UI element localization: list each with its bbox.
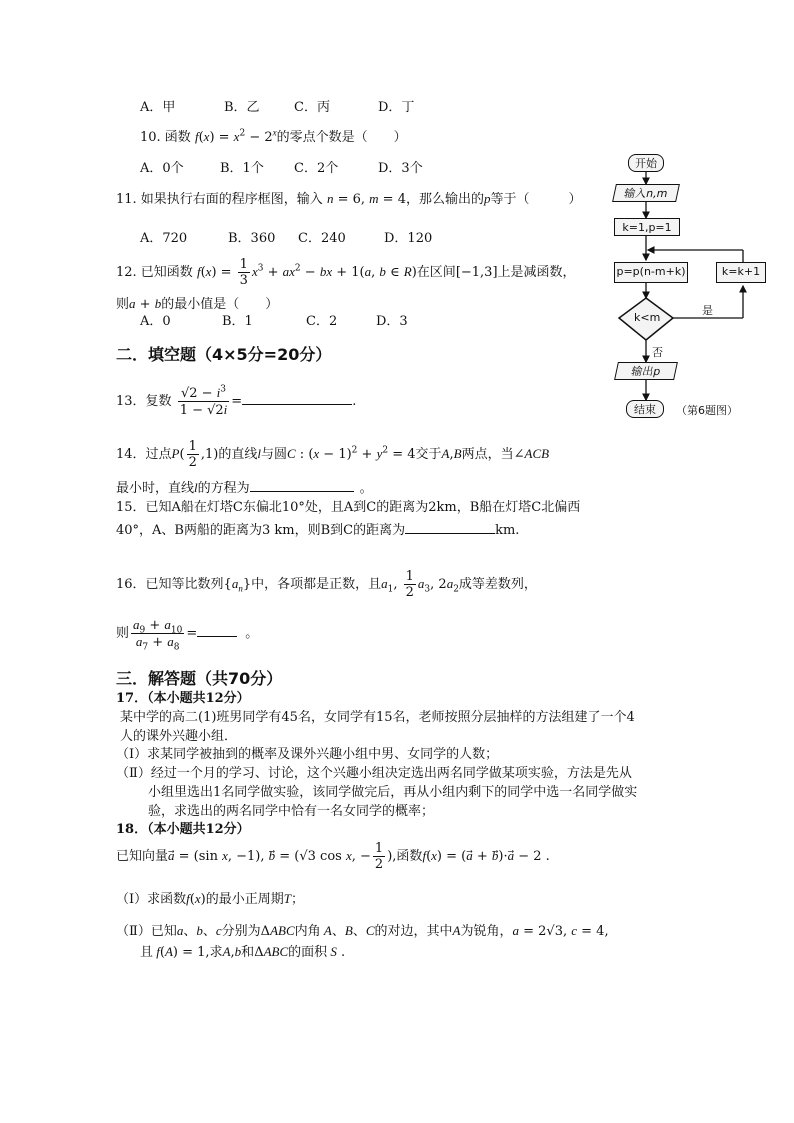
q12-option-b: B．1 <box>222 314 253 329</box>
q12-mid: 在区间 <box>416 265 456 280</box>
flowchart-no-label: 否 <box>652 346 663 359</box>
q9-option-c: C．丙 <box>294 100 330 115</box>
q10-stem: 10. 函数 $f(x) = x^2 - 2^x$的零点个数是（ ） <box>140 127 407 145</box>
q15-unit: km. <box>495 523 520 538</box>
q18-part2-line2-prefix: 且 <box>140 945 154 960</box>
q17-part1: （Ⅰ）求某同学被抽到的概率及课外兴趣小组中男、女同学的人数； <box>116 747 499 762</box>
q15-line2 <box>116 521 519 540</box>
q9-option-d: D．丁 <box>378 100 415 115</box>
q12-suffix: 上是减函数， <box>497 265 576 280</box>
flowchart-output: 输出p <box>614 362 678 380</box>
q14-line2-mid: 的方程为 <box>197 481 250 496</box>
flowchart-input: 输入n,m <box>612 184 680 202</box>
q11-option-a: A．720 <box>140 231 188 246</box>
q14-line2-end: 。 <box>359 481 373 496</box>
q12-option-d: D．3 <box>376 314 408 329</box>
flowchart-increment: k=k+1 <box>716 262 766 283</box>
q10-option-a: A．0个 <box>140 161 184 176</box>
q16-line2-prefix: 则 <box>116 626 130 641</box>
q11-option-b: B．360 <box>228 231 276 246</box>
q12-fraction: $\frac{1}{3}$ <box>239 257 248 288</box>
q11-option-c: C．240 <box>298 231 346 246</box>
q18-line1-prefix: 已知向量 <box>116 849 169 864</box>
section3-title: 三．解答题（共70分） <box>116 669 283 688</box>
q16-mid1: 中，各项都是正数，且 <box>251 577 382 592</box>
q12-stem: 12. 已知函数 f(x) = $\frac{1}{3}$ $x^3 + ax^2$ − bx + 1(a, b ∈ R)在区间[−1,3]上是减函数， <box>116 257 576 288</box>
q18-header: 18．（本小题共12分） <box>116 822 250 837</box>
q18-part1-suffix: 的最小正周期 <box>205 892 284 907</box>
q12-option-a: A．0 <box>140 314 171 329</box>
q10-function: f <box>194 129 199 144</box>
flowchart-end: 结束 <box>626 400 664 418</box>
q17-header: 17．（本小题共12分） <box>116 691 250 706</box>
q14-mid2: 与圆 <box>260 447 287 462</box>
q9-option-b: B．乙 <box>224 100 260 115</box>
q18-part2: （Ⅱ）已知a、b、c分别为ΔABC内角 A、B、C的对边，其中A为锐角，a = 2√3, c = 4, <box>116 923 609 939</box>
q15-answer-blank <box>405 521 495 534</box>
q10-option-c: C．2个 <box>294 161 339 176</box>
q18-part2-mid4: 为锐角， <box>460 924 513 939</box>
q13-suffix: = <box>231 394 243 409</box>
q17-line1: 某中学的高二(1)班男同学有45名，女同学有15名，老师按照分层抽样的方法组建了一个4 <box>120 710 635 725</box>
q14-mid1: 的直线 <box>218 447 258 462</box>
q18-part2-line2: 且 f(A) = 1,求A,b和ΔABC的面积 S . <box>140 944 346 960</box>
q11-stem: 11. 如果执行右面的程序框图，输入 n = 6, m = 4，那么输出的p等于（ ） <box>116 191 582 207</box>
q16-line2: 则 $\frac{a_9 + a_{10}}{a_7 + a_8}$ = 。 <box>116 617 259 653</box>
q18-part2-line2-suffix: 的面积 <box>288 945 328 960</box>
q12-line2-suffix: 的最小值是（ ） <box>161 297 279 312</box>
q14-line2-prefix: 最小时，直线 <box>116 481 195 496</box>
q12-line2-prefix: 则 <box>116 297 130 312</box>
q16-fraction: $\frac{a_9 + a_{10}}{a_7 + a_8}$ <box>133 617 183 653</box>
q10-options <box>140 160 423 178</box>
q11-prefix: 11. 如果执行右面的程序框图，输入 <box>116 192 323 207</box>
q14-line2: 最小时，直线l的方程为 。 <box>116 480 373 496</box>
q11-option-d: D．120 <box>384 231 433 246</box>
q10-option-d: D．3个 <box>378 161 423 176</box>
flowchart-yes-label: 是 <box>702 304 713 317</box>
q14-mid3: 交于 <box>415 447 442 462</box>
q18-line1-mid: 函数 <box>396 849 423 864</box>
flowchart-condition: k<m <box>634 311 661 324</box>
q15-line1: 15．已知A船在灯塔C东偏北10°处，且A到C的距离为2km，B船在灯塔C北偏西 <box>116 500 581 515</box>
q18-part1: （Ⅰ）求函数f(x)的最小正周期T； <box>116 891 304 907</box>
q13-prefix: 13．复数 <box>116 394 172 409</box>
q14-stem: 14．过点P( $\frac{1}{2}$ ,1)的直线l与圆C : $(x - 1)^2 + y^2 = 4$交于A,B两点，当∠ACB <box>116 439 550 470</box>
q9-options <box>140 99 414 117</box>
q12-prefix: 12. 已知函数 <box>116 265 193 280</box>
q14-mid4: 两点，当 <box>461 447 514 462</box>
q13-fraction: $\frac{√2 - i^3}{1 - √2i}$ <box>179 384 228 418</box>
flowchart-start: 开始 <box>628 154 664 172</box>
section2-title: 二．填空题（4×5分=20分） <box>116 345 332 364</box>
q18-part2-mid3: 的对边，其中 <box>374 924 453 939</box>
q13-stem <box>116 384 356 420</box>
q18-part2-mid2: 内角 <box>294 924 321 939</box>
q17-part2-line3: 验，求选出的两名同学中恰有一名女同学的概率； <box>148 804 435 819</box>
q12-line2: 则a + b的最小值是（ ） <box>116 296 279 312</box>
q16-answer-blank <box>197 624 237 637</box>
q16-stem: 16．已知等比数列$\{a_n\}$中，各项都是正数，且$a_1$, $\frac{1}{2}$ $a_3$, $2a_2$成等差数列， <box>116 569 537 600</box>
q14-prefix: 14．过点 <box>116 447 172 462</box>
flowchart <box>608 150 778 425</box>
q18-part2-line2-mid2: 和 <box>241 945 255 960</box>
q13-answer-blank <box>242 392 352 405</box>
flowchart-init: k=1,p=1 <box>614 218 680 236</box>
q16-line2-end: 。 <box>245 626 259 641</box>
q18-part1-prefix: （Ⅰ）求函数 <box>116 892 187 907</box>
q12-option-c: C．2 <box>306 314 338 329</box>
flowchart-caption: （第6题图） <box>676 404 738 417</box>
q11-middle: ，那么输出的 <box>405 192 484 207</box>
q13-end: . <box>352 394 357 409</box>
q17-part2-line1: （Ⅱ）经过一个月的学习、讨论，这个兴趣小组决定选出两名同学做某项实验，方法是先从 <box>116 766 632 781</box>
q10-option-b: B．1个 <box>220 161 264 176</box>
q18-part2-mid1: 分别为 <box>221 924 261 939</box>
q15-line2-text: 40°，A、B两船的距离为3 km，则B到C的距离为 <box>116 523 406 538</box>
q17-line2: 人的课外兴趣小组． <box>120 729 238 744</box>
q16-prefix: 16．已知等比数列 <box>116 577 224 592</box>
q18-part2-prefix: （Ⅱ）已知 <box>116 924 177 939</box>
q10-suffix: 的零点个数是（ ） <box>276 130 407 145</box>
q11-suffix: 等于（ ） <box>490 192 582 207</box>
q16-suffix: 成等差数列， <box>458 577 537 592</box>
q10-prefix: 10. 函数 <box>140 130 191 145</box>
q17-part2-line2: 小组里选出1名同学做实验，该同学做完后，再从小组内剩下的同学中选一名同学做实 <box>148 785 638 800</box>
q9-option-a: A．甲 <box>140 100 176 115</box>
q18-part2-line2-mid: 求 <box>209 945 223 960</box>
flowchart-process: p=p(n-m+k) <box>614 262 688 283</box>
q11-options <box>140 230 432 248</box>
q18-line1: 已知向量a⃗ = (sin x, −1), b⃗ = (√3 cos x, − $\frac{1}{2}$ ),函数f(x) = (a⃗ + b⃗)·a⃗ − 2 . <box>116 841 550 872</box>
q14-answer-blank <box>250 479 354 492</box>
q12-options <box>140 313 408 331</box>
